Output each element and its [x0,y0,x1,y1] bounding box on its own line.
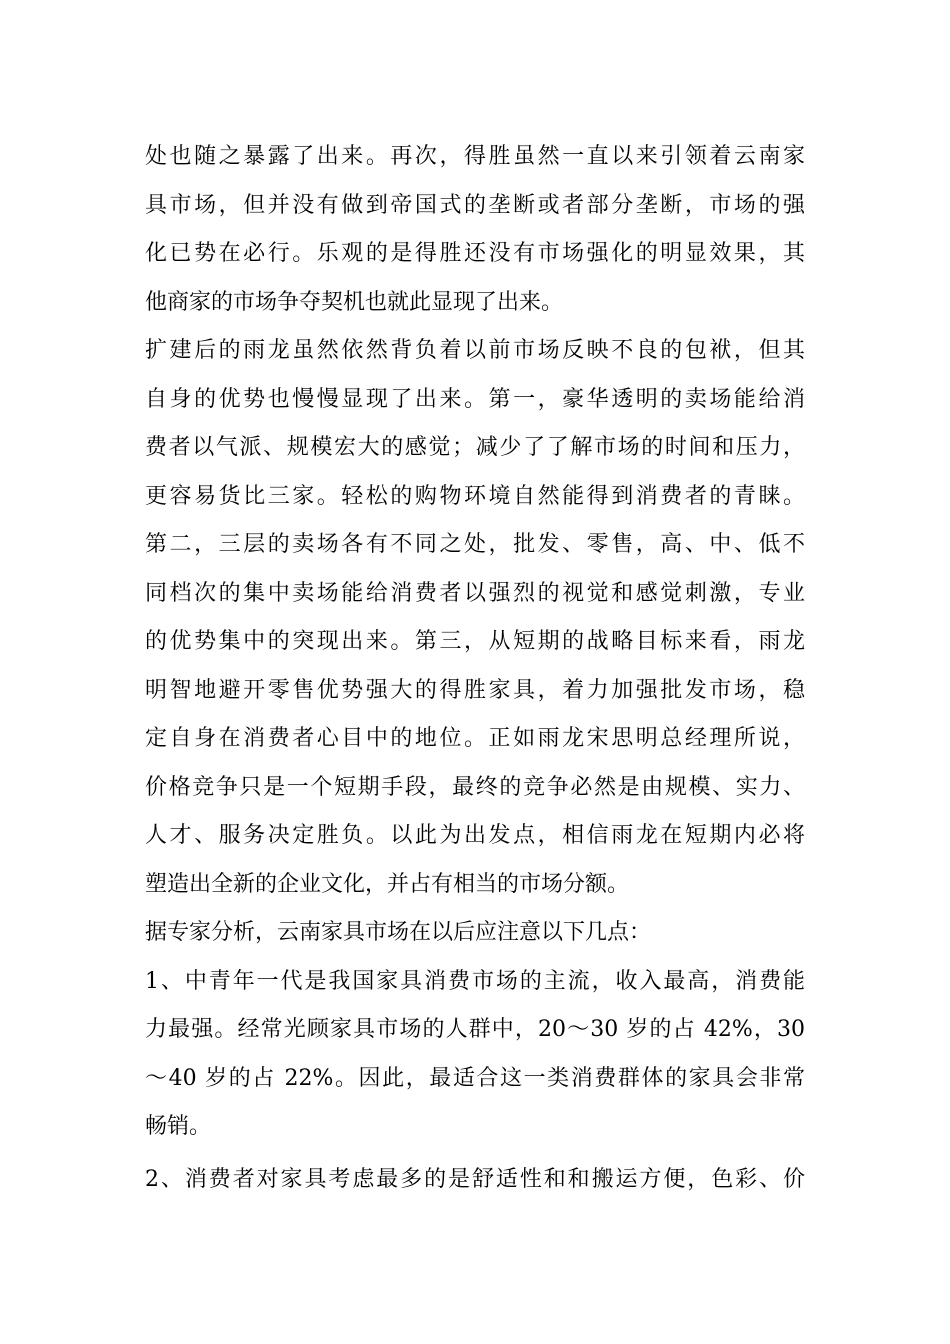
text-line: 的优势集中的突现出来。第三，从短期的战略目标来看，雨龙 [145,629,805,654]
text-line: ～40 岁的占 22%。因此，最适合这一类消费群体的家具会非常 [145,1065,805,1091]
text-line: 2、消费者对家具考虑最多的是舒适性和和搬运方便，色彩、价 [145,1166,805,1192]
text-line: 化已势在必行。乐观的是得胜还没有市场强化的明显效果，其 [145,241,805,266]
text-line: 定自身在消费者心目中的地位。正如雨龙宋思明总经理所说， [145,726,805,751]
text-line: 价格竞争只是一个短期手段，最终的竞争必然是由规模、实力、 [145,774,805,800]
text-line: 第二，三层的卖场各有不同之处，批发、零售，高、中、低不 [145,532,805,557]
text-line: 1、中青年一代是我国家具消费市场的主流，收入最高，消费能 [145,968,805,994]
text-line: 据专家分析，云南家具市场在以后应注意以下几点： [145,920,652,945]
text-line: 具市场，但并没有做到帝国式的垄断或者部分垄断，市场的强 [145,192,805,218]
text-line: 畅销。 [145,1114,212,1139]
text-line: 他商家的市场争夺契机也就此显现了出来。 [145,289,564,315]
document-body [145,133,805,1204]
text-line: 处也随之暴露了出来。再次，得胜虽然一直以来引领着云南家 [145,144,805,169]
text-line: 费者以气派、规模宏大的感觉；减少了了解市场的时间和压力， [145,435,805,460]
text-line: 扩建后的雨龙虽然依然背负着以前市场反映不良的包袱，但其 [145,338,805,363]
text-line: 明智地避开零售优势强大的得胜家具，着力加强批发市场，稳 [145,677,805,703]
text-line: 更容易货比三家。轻松的购物环境自然能得到消费者的青睐。 [145,483,805,509]
text-line: 自身的优势也慢慢显现了出来。第一，豪华透明的卖场能给消 [145,386,805,412]
text-line: 力最强。经常光顾家具市场的人群中，20～30 岁的占 42%，30 [145,1017,805,1042]
text-line: 同档次的集中卖场能给消费者以强烈的视觉和感觉刺激，专业 [145,580,805,606]
text-line: 人才、服务决定胜负。以此为出发点，相信雨龙在短期内必将 [145,823,805,848]
text-line: 塑造出全新的企业文化，并占有相当的市场分额。 [145,871,630,897]
